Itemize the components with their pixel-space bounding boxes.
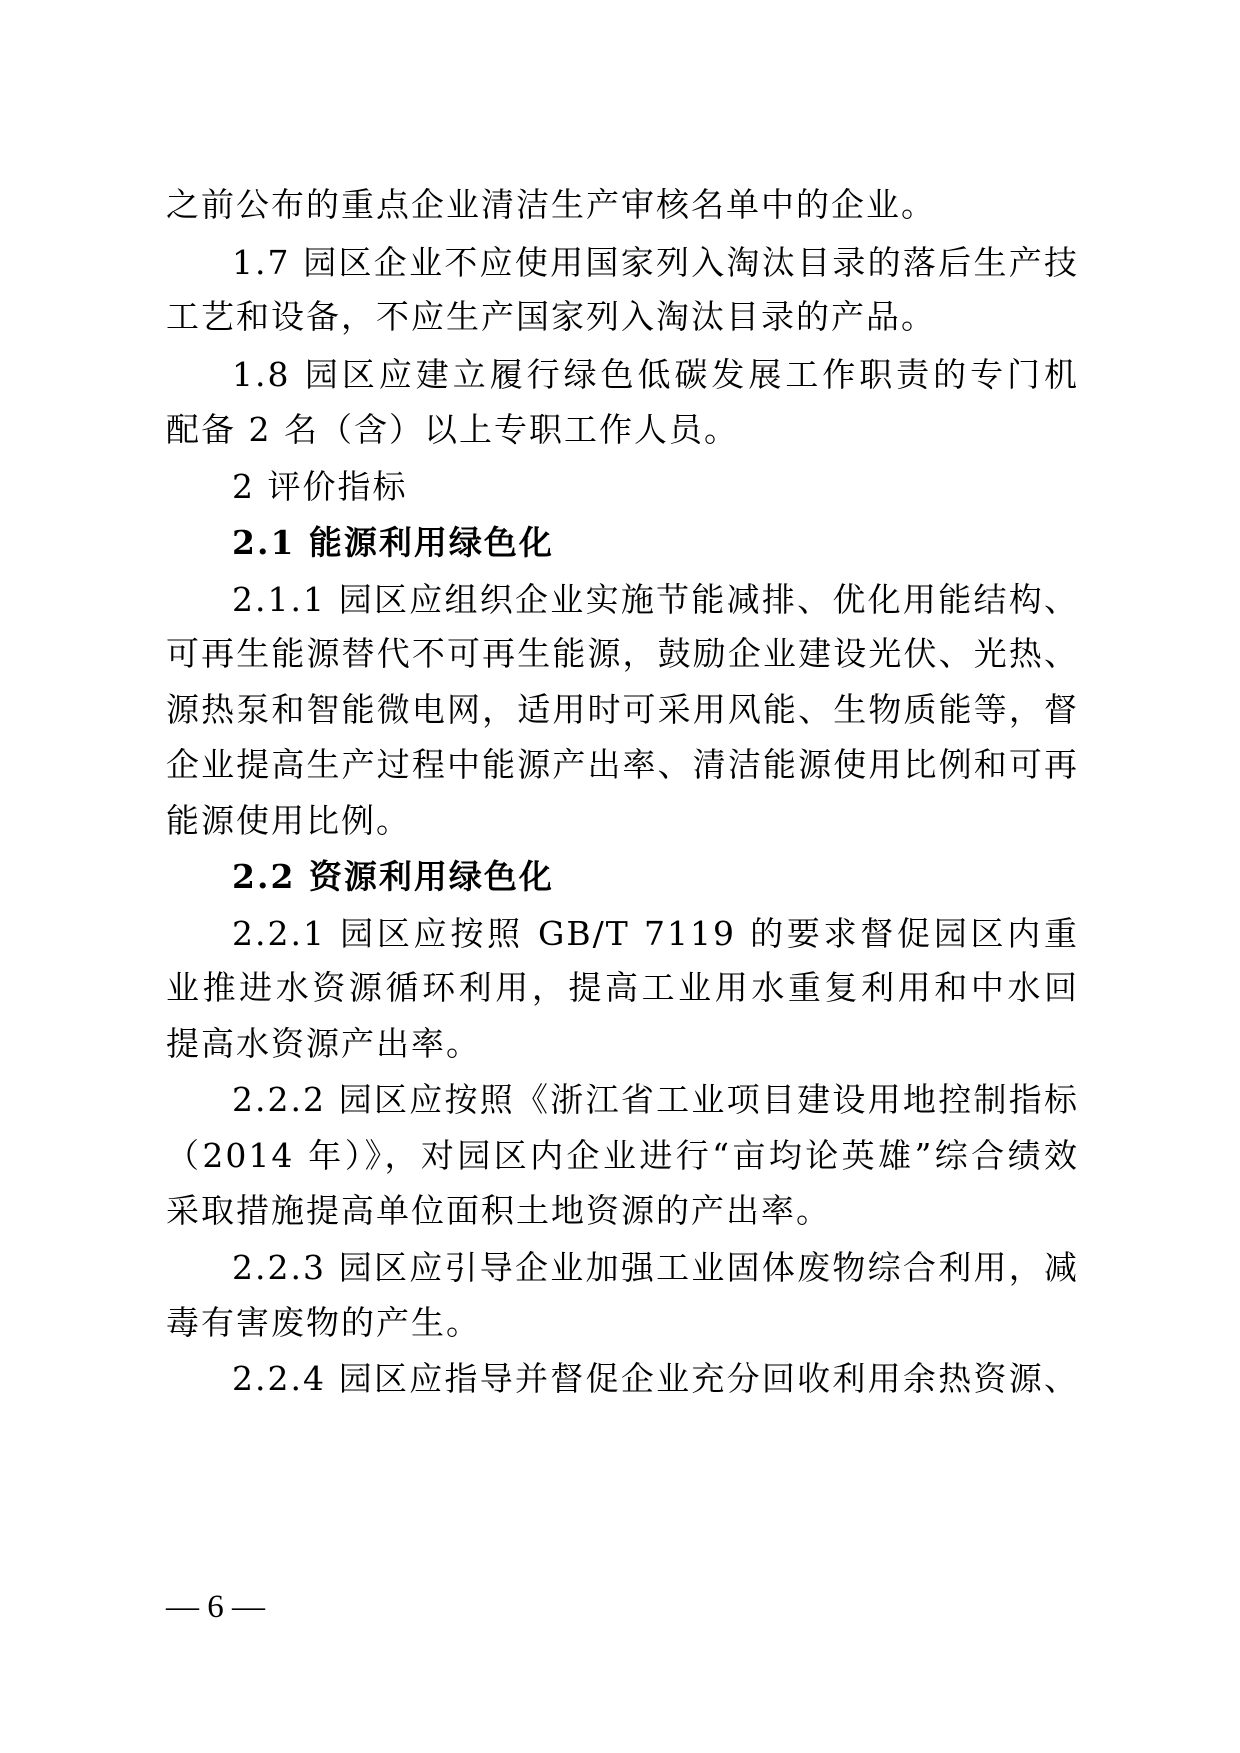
text-line-21: 毒有害废物的产生。	[166, 1303, 481, 1342]
clause-2-2-4: 2.2.4 园区应指导并督促企业充分回收利用余热资源、	[232, 1359, 1079, 1398]
clause-1-8: 1.8 园区应建立履行绿色低碳发展工作职责的专门机	[232, 355, 1079, 394]
text-line-16: 提高水资源产出率。	[166, 1024, 481, 1063]
clause-1-7: 1.7 园区企业不应使用国家列入淘汰目录的落后生产技	[232, 243, 1079, 282]
text-line-5: 配备 2 名（含）以上专职工作人员。	[166, 410, 739, 449]
text-line-18: （2014 年）》，对园区内企业进行“亩均论英雄”综合绩效	[166, 1136, 1079, 1175]
text-line-1: 之前公布的重点企业清洁生产审核名单中的企业。	[166, 185, 936, 224]
text-line-10: 源热泵和智能微电网，适用时可采用风能、生物质能等，督	[166, 690, 1079, 729]
text-line-12: 能源使用比例。	[166, 801, 411, 840]
clause-2-1-1: 2.1.1 园区应组织企业实施节能减排、优化用能结构、	[232, 580, 1079, 619]
clause-2-2-2: 2.2.2 园区应按照《浙江省工业项目建设用地控制指标	[232, 1080, 1079, 1119]
text-line-9: 可再生能源替代不可再生能源，鼓励企业建设光伏、光热、	[166, 634, 1079, 673]
text-line-15: 业推进水资源循环利用，提高工业用水重复利用和中水回	[166, 968, 1079, 1007]
text-line-19: 采取措施提高单位面积土地资源的产出率。	[166, 1191, 831, 1230]
text-line-11: 企业提高生产过程中能源产出率、清洁能源使用比例和可再	[166, 745, 1079, 784]
text-line-3: 工艺和设备，不应生产国家列入淘汰目录的产品。	[166, 297, 936, 336]
clause-2-2-3: 2.2.3 园区应引导企业加强工业固体废物综合利用，减	[232, 1248, 1079, 1287]
page-number: — 6 —	[166, 1589, 265, 1625]
section-heading-2: 2 评价指标	[232, 467, 408, 506]
section-heading-2-2: 2.2 资源利用绿色化	[232, 857, 554, 896]
clause-2-2-1: 2.2.1 园区应按照 GB/T 7119 的要求督促园区内重	[232, 914, 1079, 953]
section-heading-2-1: 2.1 能源利用绿色化	[232, 523, 554, 562]
